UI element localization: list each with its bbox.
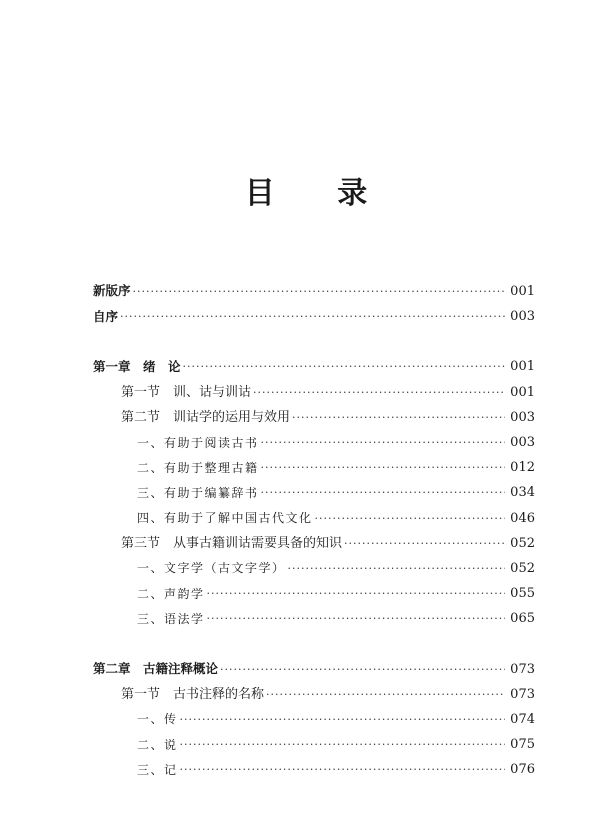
dot-leader <box>120 311 505 322</box>
toc-page-number: 001 <box>510 284 535 300</box>
dot-leader <box>183 361 505 372</box>
toc-entry-label: 二、说 <box>137 737 178 752</box>
toc-entry-label: 三、语法学 <box>137 611 205 626</box>
toc-section-entry[interactable] <box>93 531 535 556</box>
dot-leader <box>180 764 505 775</box>
page-title: 目 录 <box>244 176 394 211</box>
dot-leader <box>207 613 505 624</box>
toc-entry-label: 第一节 古书注释的名称 <box>121 686 265 702</box>
dot-leader <box>266 689 505 700</box>
toc-entry-label: 第一节 训、诂与训诂 <box>121 384 252 400</box>
dot-leader <box>253 387 505 398</box>
toc-chapter-entry[interactable] <box>93 279 535 304</box>
toc-page-number: 052 <box>510 560 535 576</box>
toc-page-number: 001 <box>510 359 535 375</box>
toc-entry-label: 一、文字学（古文字学） <box>137 561 286 576</box>
toc-subsection-entry[interactable] <box>93 430 535 455</box>
toc-page-number: 034 <box>510 485 535 501</box>
toc-page-number: 074 <box>510 711 535 727</box>
dot-leader <box>344 538 505 549</box>
toc-entry-label: 第三节 从事古籍训诂需要具备的知识 <box>121 535 343 551</box>
toc-page-number: 073 <box>510 661 535 677</box>
toc-subsection-entry[interactable] <box>93 606 535 631</box>
toc-page-number: 046 <box>510 510 535 526</box>
section-gap <box>93 631 535 656</box>
dot-leader <box>133 286 505 297</box>
toc-section-entry[interactable] <box>93 682 535 707</box>
toc-entry-label: 一、有助于阅读古书 <box>137 435 259 450</box>
toc-entry-label: 一、传 <box>137 712 178 727</box>
dot-leader <box>261 462 505 473</box>
toc-page-number: 052 <box>510 535 535 551</box>
toc-entry-label: 三、有助于编纂辞书 <box>137 485 259 500</box>
toc-subsection-entry[interactable] <box>93 707 535 732</box>
dot-leader <box>292 412 505 423</box>
table-of-contents <box>93 279 535 782</box>
toc-chapter-entry[interactable] <box>93 354 535 379</box>
toc-subsection-entry[interactable] <box>93 556 535 581</box>
dot-leader <box>220 664 505 675</box>
toc-subsection-entry[interactable] <box>93 455 535 480</box>
toc-entry-label: 第二章 古籍注释概论 <box>93 660 219 676</box>
toc-page-number: 003 <box>510 435 535 451</box>
toc-entry-label: 四、有助于了解中国古代文化 <box>137 511 313 526</box>
toc-entry-label: 新版序 <box>93 283 131 299</box>
toc-page-number: 003 <box>510 309 535 325</box>
toc-subsection-entry[interactable] <box>93 757 535 782</box>
section-gap <box>93 329 535 354</box>
toc-entry-label: 第二节 训诂学的运用与效用 <box>121 409 291 425</box>
toc-section-entry[interactable] <box>93 405 535 430</box>
toc-entry-label: 二、有助于整理古籍 <box>137 460 259 475</box>
toc-entry-label: 三、记 <box>137 762 178 777</box>
toc-page-number: 076 <box>510 762 535 778</box>
toc-page-number: 065 <box>510 611 535 627</box>
dot-leader <box>207 588 505 599</box>
dot-leader <box>261 487 505 498</box>
toc-entry-label: 自序 <box>93 308 119 324</box>
toc-subsection-entry[interactable] <box>93 506 535 531</box>
dot-leader <box>315 513 505 524</box>
toc-entry-label: 二、声韵学 <box>137 586 205 601</box>
toc-chapter-entry[interactable] <box>93 656 535 681</box>
toc-page-number: 012 <box>510 460 535 476</box>
dot-leader <box>180 714 505 725</box>
dot-leader <box>288 563 505 574</box>
toc-page-number: 075 <box>510 737 535 753</box>
toc-section-entry[interactable] <box>93 380 535 405</box>
toc-page-number: 073 <box>510 686 535 702</box>
toc-subsection-entry[interactable] <box>93 480 535 505</box>
toc-page-number: 003 <box>510 409 535 425</box>
dot-leader <box>180 739 505 750</box>
toc-page-number: 001 <box>510 384 535 400</box>
toc-subsection-entry[interactable] <box>93 581 535 606</box>
toc-chapter-entry[interactable] <box>93 304 535 329</box>
toc-subsection-entry[interactable] <box>93 732 535 757</box>
toc-entry-label: 第一章 绪 论 <box>93 358 181 374</box>
dot-leader <box>261 437 505 448</box>
toc-page-number: 055 <box>510 586 535 602</box>
